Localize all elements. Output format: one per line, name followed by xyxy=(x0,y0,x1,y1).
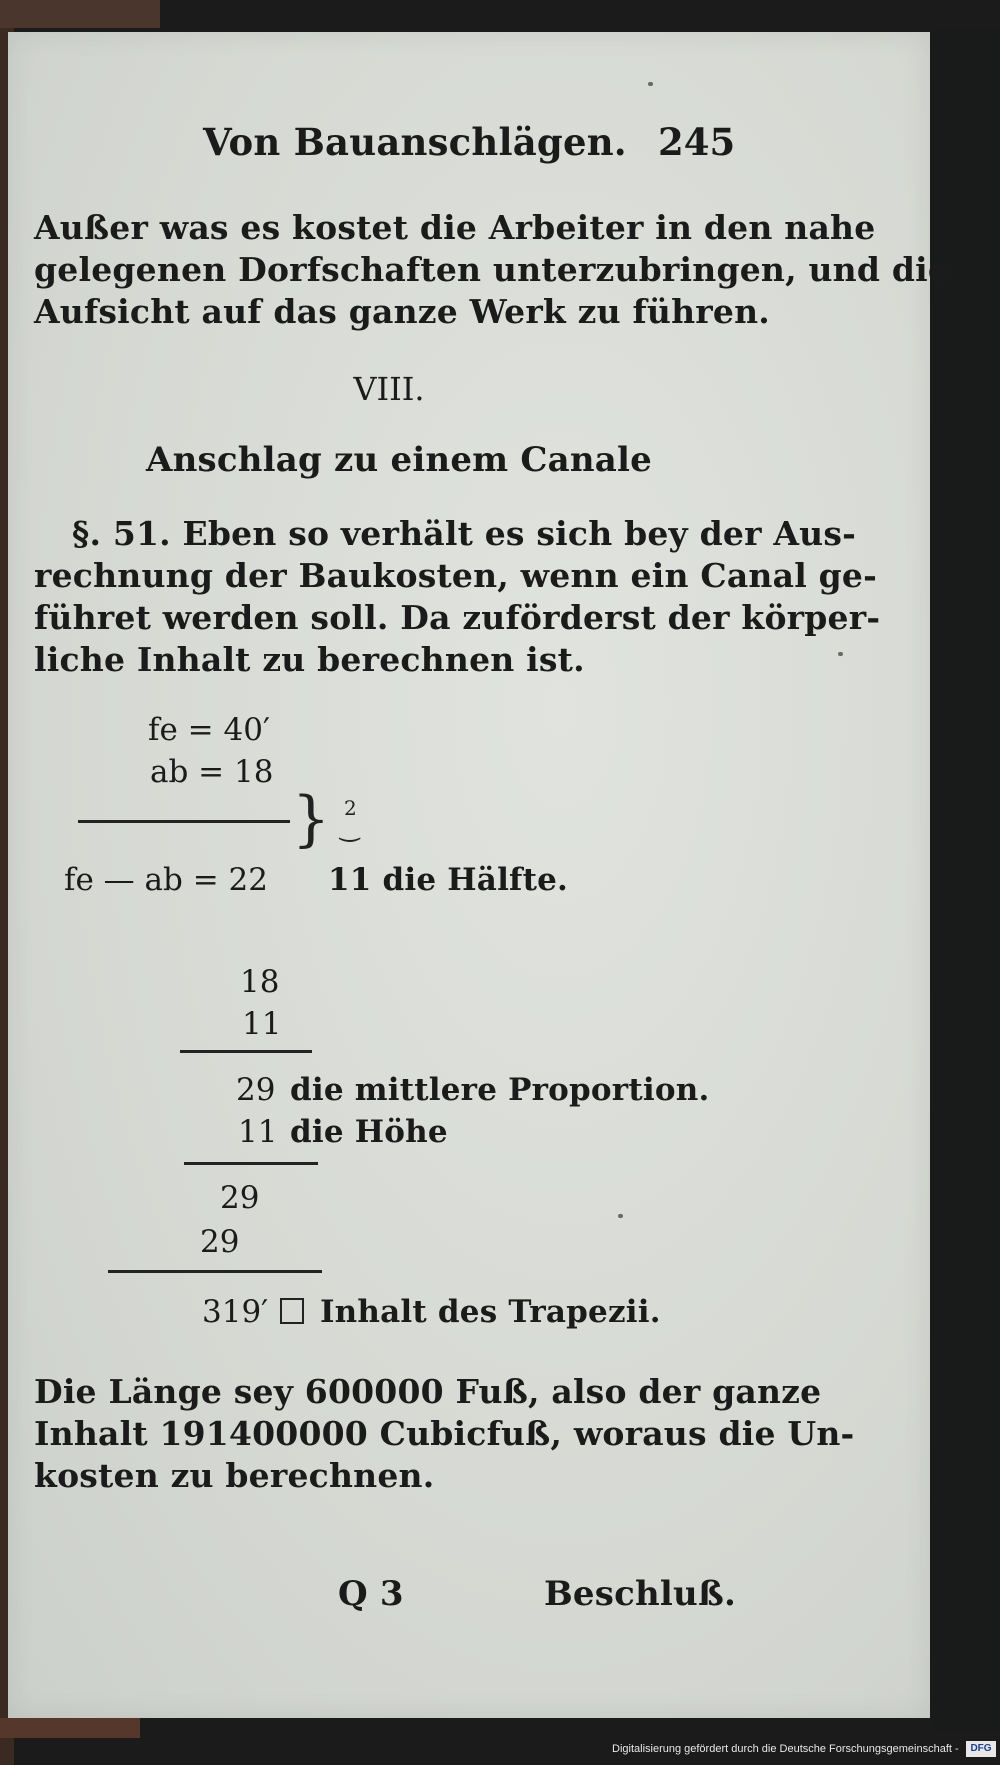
calc-half: 11 die Hälfte. xyxy=(328,862,569,898)
dfg-logo: DFG xyxy=(966,1741,996,1757)
calc-sum-b: 11 xyxy=(242,1006,282,1042)
running-title: Von Bauanschlägen. xyxy=(203,120,627,164)
digitization-credit: Digitalisierung gefördert durch die Deutsche Forschungsgemeinschaft - xyxy=(612,1743,959,1755)
paper-speck xyxy=(618,1214,623,1218)
calc-product-a: 29 xyxy=(220,1180,260,1216)
section-number: VIII. xyxy=(353,370,425,408)
intro-line-3: Aufsicht auf das ganze Werk zu führen. xyxy=(34,292,770,331)
calc-difference: fe — ab = 22 xyxy=(64,862,268,898)
intro-line-2: gelegenen Dorfschaften unterzubringen, und die xyxy=(34,250,950,289)
calc-height-label: die Höhe xyxy=(290,1114,448,1150)
brace-symbol: } xyxy=(292,784,331,854)
calc-sum-a: 18 xyxy=(240,964,280,1000)
book-page xyxy=(8,32,950,1718)
calc-divisor: 2 xyxy=(344,796,357,820)
paragraph-line-3: führet werden soll. Da zuförderst der körper- xyxy=(34,598,881,637)
calc-ab-value: ab = 18 xyxy=(150,754,274,790)
calc-mean-label: die mittlere Proportion. xyxy=(290,1072,710,1108)
calc-result-label: Inhalt des Trapezii. xyxy=(319,1294,661,1330)
section-title: Anschlag zu einem Canale xyxy=(146,440,652,480)
calc-result-value: 319′ xyxy=(202,1294,269,1330)
calc-height-value: 11 xyxy=(238,1114,278,1150)
paragraph-line-1: §. 51. Eben so verhält es sich bey der Aus- xyxy=(72,514,857,553)
calc-rule-2 xyxy=(180,1050,312,1053)
calc-result xyxy=(202,1294,661,1330)
division-arc-icon: ‿ xyxy=(340,814,360,842)
paper-speck xyxy=(648,82,653,86)
catchword: Beschluß. xyxy=(544,1574,737,1614)
intro-line-1: Außer was es kostet die Arbeiter in den nahe xyxy=(34,208,876,247)
page-number: 245 xyxy=(658,120,736,164)
book-cover-edge-bottom xyxy=(0,1718,140,1738)
calc-fe-value: fe = 40′ xyxy=(148,712,270,748)
closing-line-2: Inhalt 191400000 Cubicfuß, woraus die Un- xyxy=(34,1414,855,1453)
book-cover-edge-top xyxy=(0,0,160,28)
closing-line-1: Die Länge sey 600000 Fuß, also der ganze xyxy=(34,1372,822,1411)
closing-line-3: kosten zu berechnen. xyxy=(34,1456,435,1495)
calc-rule-3 xyxy=(184,1162,318,1165)
square-icon xyxy=(280,1298,304,1324)
signature-mark: Q 3 xyxy=(338,1574,404,1614)
calc-rule-4 xyxy=(108,1270,322,1273)
paper-speck xyxy=(838,652,843,656)
paragraph-line-2: rechnung der Baukosten, wenn ein Canal ge- xyxy=(34,556,877,595)
calc-rule-1 xyxy=(78,820,290,823)
calc-mean-value: 29 xyxy=(236,1072,276,1108)
calc-product-b: 29 xyxy=(200,1224,240,1260)
paragraph-line-4: liche Inhalt zu berechnen ist. xyxy=(34,640,585,679)
